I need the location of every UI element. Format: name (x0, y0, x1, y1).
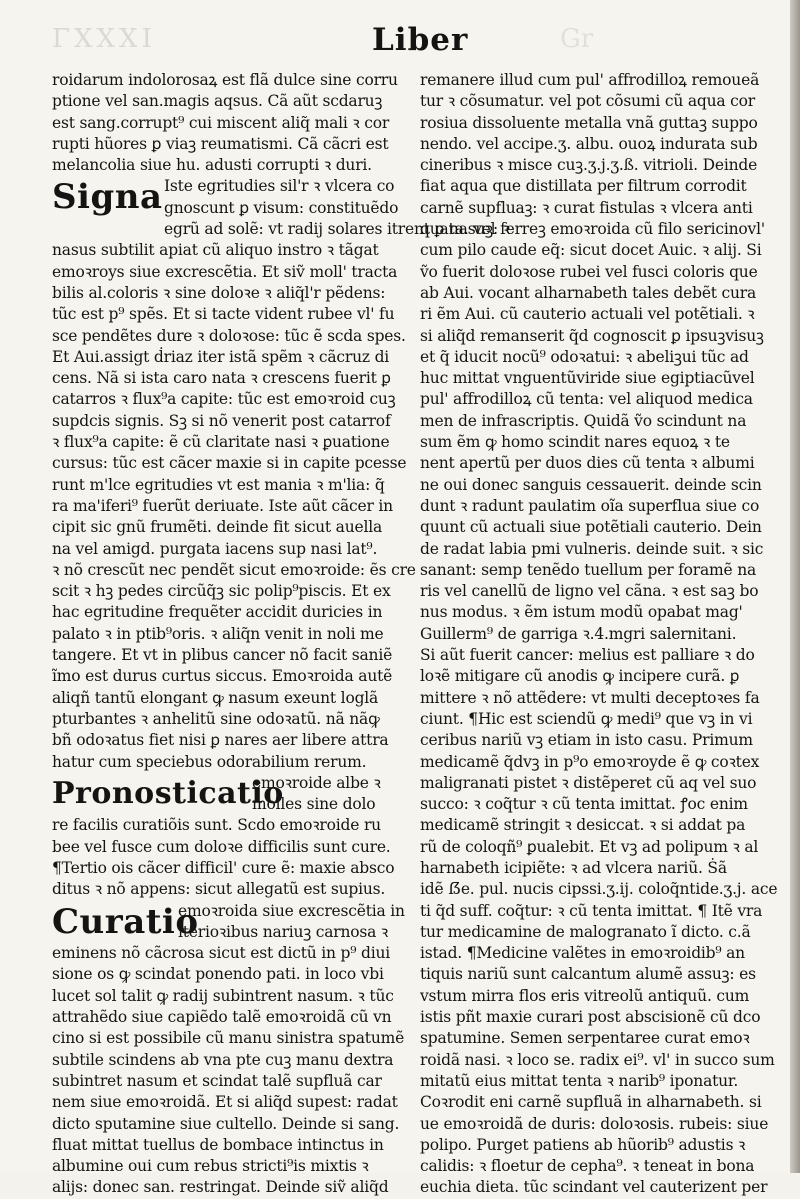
text-line: huc mittat vnguentũviride siue egiptiacũvel (420, 369, 755, 388)
text-line: pul' affrodilloꝝ cũ tenta: vel aliquod medica (420, 390, 753, 409)
text-line: attrahẽdo siue capiẽdo talẽ emoꝛroidã cũ vn (52, 1008, 392, 1027)
text-line: maligranati pistet ꝛ distẽperet cũ aq vel suo (420, 773, 757, 792)
text-line: de radat labia pmi vulneris. deinde suit. ꝛ sic (420, 539, 764, 558)
bleed-through-text-right: Gr (560, 24, 594, 54)
text-line: loꝛẽ mitigare cũ anodis ꝙ incipere curã. ꝑ (420, 667, 740, 686)
text-line: cipit sic gnũ frumẽti. deinde fit sicut auella (52, 518, 383, 537)
text-line: et q̃ iducit nocũ⁹ odoꝛatui: ꝛ abeliꝫui tũc ad (420, 347, 749, 366)
text-line: sione os ꝙ scindat ponendo pati. in loco vbi (52, 965, 384, 984)
text-line: vstum mirra flos eris vitreolũ antiquũ. cum (420, 986, 750, 1005)
text-line: aliqñ tantũ elongant ꝙ nasum exeunt loglã (52, 688, 379, 707)
text-line: rũ de coloqñ⁹ ꝑualebit. Et vꝫ ad polipum ꝛ al (420, 837, 759, 856)
section-signa (52, 176, 510, 240)
text-line: nendo. vel accipe.ʒ. albu. ouoꝝ indurata sub (420, 134, 758, 153)
paragraph-intro (52, 70, 414, 176)
signa-body (52, 240, 414, 772)
text-line: polipo. Purget patiens ab hũorib⁹ adustis ꝛ (420, 1135, 746, 1154)
text-line: euchia dieta. tũc scindant vel cauterizent per (420, 1178, 768, 1197)
text-line: roidã nasi. ꝛ loco se. radix ei⁹. vl' in succo sum (420, 1050, 775, 1069)
text-line: scit ꝛ hꝫ pedes circũq̃ꝫ sic polip⁹piscis. Et ex (52, 582, 391, 601)
text-line: palato ꝛ in ptib⁹oris. ꝛ aliq̃n venit in noli me (52, 624, 384, 643)
text-line: ptione vel san.magis aqsus. Cã aũt scdaruꝫ (52, 92, 383, 111)
text-line: remanere illud cum pul' affrodilloꝝ remoueã (420, 71, 760, 89)
text-line: hac egritudine frequẽter accidit duricies in (52, 603, 383, 622)
text-line: bilis al.coloris ꝛ sine doloꝛe ꝛ aliq̃l'r pẽdens: (52, 283, 386, 302)
text-line: medicamẽ stringit ꝛ desiccat. ꝛ si addat pa (420, 816, 746, 835)
text-line: dicto sputamine siue cultello. Deinde si sang. (52, 1114, 400, 1133)
text-line: ri ẽm Aui. cũ cauterio actuali vel potẽtiali. ꝛ (420, 305, 755, 324)
text-line: ue emoꝛroidã de duris: doloꝛosis. rubeis: siue (420, 1114, 769, 1133)
text-line: gnoscunt ꝑ visum: constituẽdo (164, 198, 399, 217)
text-line: re facilis curatiõis sunt. Scdo emoꝛroide ru (52, 816, 381, 835)
text-line: tur medicamine de malogranato ĩ dicto. c.ã (420, 922, 751, 941)
text-line: bee vel fusce cum doloꝛe difficilis sunt cure. (52, 837, 391, 856)
text-line: cens. Nã si ista caro nata ꝛ crescens fuerit ꝑ (52, 369, 391, 388)
text-line: albumine oui cum rebus stricti⁹is mixtis ꝛ (52, 1157, 369, 1176)
text-line: Et Aui.assigt ḋriaz iter istã spẽm ꝛ cãcruz di (52, 347, 390, 366)
text-line: ditus ꝛ nõ appens: sicut allegatũ est supius. (52, 880, 386, 899)
text-line: mitatũ eius mittat tenta ꝛ narib⁹ iponatur. (420, 1071, 739, 1090)
heading-curatio: Curatio (52, 901, 199, 942)
text-line: Coꝛrodit eni carnẽ supfluã in alharnabeth. si (420, 1093, 762, 1112)
text-line: sce pendẽtes dure ꝛ doloꝛose: tũc ẽ scda spes. (52, 326, 406, 345)
text-line: subintret nasum et scindat talẽ supfluã car (52, 1071, 382, 1090)
text-line: roidarum indolorosaꝝ est flã dulce sine corru (52, 71, 398, 89)
running-head: Liber (372, 22, 469, 58)
heading-signa: Signa (52, 177, 163, 218)
text-line: ris vel canellũ de ligno vel cãna. ꝛ est saꝫ bo (420, 582, 759, 601)
text-line: mittere ꝛ nõ attẽdere: vt multi deceptoꝛes fa (420, 688, 760, 707)
text-line: quata. vel ferreꝫ emoꝛroida cũ filo sericinovl' (420, 220, 765, 239)
text-line: runt m'lce egritudies vt est mania ꝛ m'lia: q̃ (52, 475, 385, 494)
text-line: melancolia siue hu. adusti corrupti ꝛ duri. (52, 156, 372, 175)
text-line: emoꝛroide albe ꝛ (252, 773, 381, 792)
text-line: ciunt. ¶Hic est sciendũ ꝙ medi⁹ que vꝫ in vi (420, 709, 753, 728)
text-line: istad. ¶Medicine valẽtes in emoꝛroidib⁹ an (420, 944, 745, 963)
text-line: succo: ꝛ coq̃tur ꝛ cũ tenta imittat. ꝭoc enim (420, 795, 748, 814)
text-line: tur ꝛ cõsumatur. vel pot cõsumi cũ aqua cor (420, 92, 755, 111)
text-line: ceribus nariũ vꝫ etiam in isto casu. Primum (420, 731, 753, 750)
text-line: nasus subtilit apiat cũ aliquo instro ꝛ tãgat (52, 241, 379, 260)
text-line: na vel amigd. purgata iacens sup nasi lat⁹. (52, 539, 378, 558)
text-line: spatumine. Semen serpentaree curat emoꝛ (420, 1029, 750, 1048)
text-line: men de infrascriptis. Quidã ṽo scindunt na (420, 411, 747, 430)
bleed-through-text-left: ΓXXXI (52, 24, 156, 54)
text-line: nent apertũ per duos dies cũ tenta ꝛ albumi (420, 454, 755, 473)
text-line: harnabeth icipiẽte: ꝛ ad vlcera nariũ. Ṡã (420, 858, 727, 877)
section-curatio (52, 901, 414, 944)
text-line: cineribus ꝛ misce cuꝫ.ʒ.j.ʒ.ß. vitrioli. Deinde (420, 156, 758, 175)
text-line: sanant: semp tenẽdo tuellum per foramẽ na (420, 560, 757, 579)
text-line: nus modus. ꝛ ẽm istum modũ opabat mag' (420, 603, 743, 622)
text-line: emoꝛroida siue excrescẽtia in (178, 901, 405, 920)
heading-pronosticatio: Pronosticatio (52, 775, 284, 811)
text-line: ne oui donec sanguis cessauerit. deinde scin (420, 475, 762, 494)
text-line: tiquis nariũ sunt calcantum alumẽ assuꝫ: es (420, 965, 756, 984)
text-line: ꝛ nõ crescũt nec pendẽt sicut emoꝛroide: ẽs cre (52, 560, 416, 579)
text-line: Si aũt fuerit cancer: melius est palliare ꝛ do (420, 646, 755, 665)
text-line: eminens nõ cãcrosa sicut est dictũ in p⁹ diui (52, 944, 391, 963)
text-line: lucet sol talit ꝙ radij subintrent nasum. ꝛ tũc (52, 986, 394, 1005)
text-line: supdcis signis. Sꝫ si nõ venerit post catarrof (52, 411, 391, 430)
text-line: fluat mittat tuellus de bombace intinctus in (52, 1135, 384, 1154)
text-line: tũc est p⁹ spẽs. Et si tacte vident rubee vl' fu (52, 305, 395, 324)
text-line: sum ẽm ꝙ homo scindit nares equoꝝ ꝛ te (420, 433, 730, 452)
page-edge-shadow (790, 0, 800, 1173)
text-line: Iste egritudies sil'r ꝛ vlcera co (164, 177, 395, 196)
text-line: carnẽ supfluaꝫ: ꝛ curat fistulas ꝛ vlcera anti (420, 198, 753, 217)
text-line: subtile scindens ab vna pte cuꝫ manu dextra (52, 1050, 394, 1069)
text-line: bñ odoꝛatus fiet nisi ꝑ nares aer libere attra (52, 731, 389, 750)
text-line: molles sine dolo (252, 795, 376, 814)
text-line: calidis: ꝛ floetur de cepha⁹. ꝛ teneat in bona (420, 1157, 755, 1176)
text-line: Guillerm⁹ de garriga ꝛ.4.mgri salernitani. (420, 624, 737, 643)
text-line: hatur cum speciebus odorabilium rerum. (52, 752, 367, 771)
text-line: quunt cũ actuali siue potẽtiali cauterio. Dein (420, 518, 762, 537)
text-line: egrũ ad solẽ: vt radij solares itrent ꝑ nasuꝫ: ꝛ (164, 220, 510, 239)
text-line: cino si est possibile cũ manu sinistra spatumẽ (52, 1029, 405, 1048)
text-line: si aliq̃d remanserit q̃d cognoscit ꝑ ipsuꝫvisuꝫ (420, 326, 764, 345)
right-column-text (420, 70, 778, 1199)
text-line: medicamẽ q̃dvꝫ in p⁹o emoꝛroyde ẽ ꝙ coꝛtex (420, 752, 760, 771)
text-line: ṽo fuerit doloꝛose rubei vel fusci coloris que (420, 262, 758, 281)
text-line: rupti hũores ꝑ viaꝫ reumatismi. Cã cãcri est (52, 134, 389, 153)
text-line: nem siue emoꝛroidã. Et si aliq̃d supest: radat (52, 1093, 398, 1112)
text-line: rosiua dissoluente metalla vnã guttaꝫ suppo (420, 113, 758, 132)
text-line: ĩmo est durus curtus siccus. Emoꝛroida autẽ (52, 667, 393, 686)
curatio-body (52, 943, 414, 1199)
text-line: fiat aqua que distillata per filtrum corrodit (420, 177, 747, 196)
text-line: cum pilo caude eq̃: sicut docet Auic. ꝛ alij. Si (420, 241, 762, 260)
text-line: ti q̃d suff. coq̃tur: ꝛ cũ tenta imittat. ¶ Itẽ vra (420, 901, 763, 920)
text-line: dunt ꝛ radunt paulatim oĩa superflua siue co (420, 496, 760, 515)
text-line: ra ma'iferi⁹ fuerũt deriuate. Iste aũt cãcer in (52, 496, 393, 515)
text-line: ab Aui. vocant alharnabeth tales debẽt cura (420, 283, 757, 302)
text-line: est sang.corrupt⁹ cui miscent aliq̃ mali ꝛ cor (52, 113, 390, 132)
pronosticatio-body (52, 815, 414, 900)
section-pronosticatio (52, 773, 414, 816)
text-line: istis pñt maxie curari post abscisionẽ cũ dco (420, 1008, 761, 1027)
text-line: alijs: donec san. restringat. Deinde siṽ aliq̃d (52, 1178, 389, 1197)
right-column (420, 70, 778, 1199)
text-line: ꝛ flux⁹a capite: ẽ cũ claritate nasi ꝛ ꝑuatione (52, 433, 390, 452)
text-line: cursus: tũc est cãcer maxie si in capite pcesse (52, 454, 407, 473)
text-line: ¶Tertio ois cãcer difficil' cure ẽ: maxie absco (52, 858, 395, 877)
left-column (52, 70, 510, 1199)
text-line: catarros ꝛ flux⁹a capite: tũc est emoꝛroid cuꝫ (52, 390, 396, 409)
text-line: emoꝛroys siue excrescẽtia. Et siṽ moll' tracta (52, 262, 398, 281)
text-line: iterioꝛibus nariuꝫ carnosa ꝛ (178, 922, 389, 941)
text-line: idẽ ẞe. pul. nucis cipssi.ʒ.ij. coloq̃ntide.ʒ.j. ace (420, 880, 778, 899)
text-line: pturbantes ꝛ anhelitũ sine odoꝛatũ. nã nãꝙ (52, 709, 380, 728)
text-line: tangere. Et vt in plibus cancer nõ facit saniẽ (52, 646, 393, 665)
